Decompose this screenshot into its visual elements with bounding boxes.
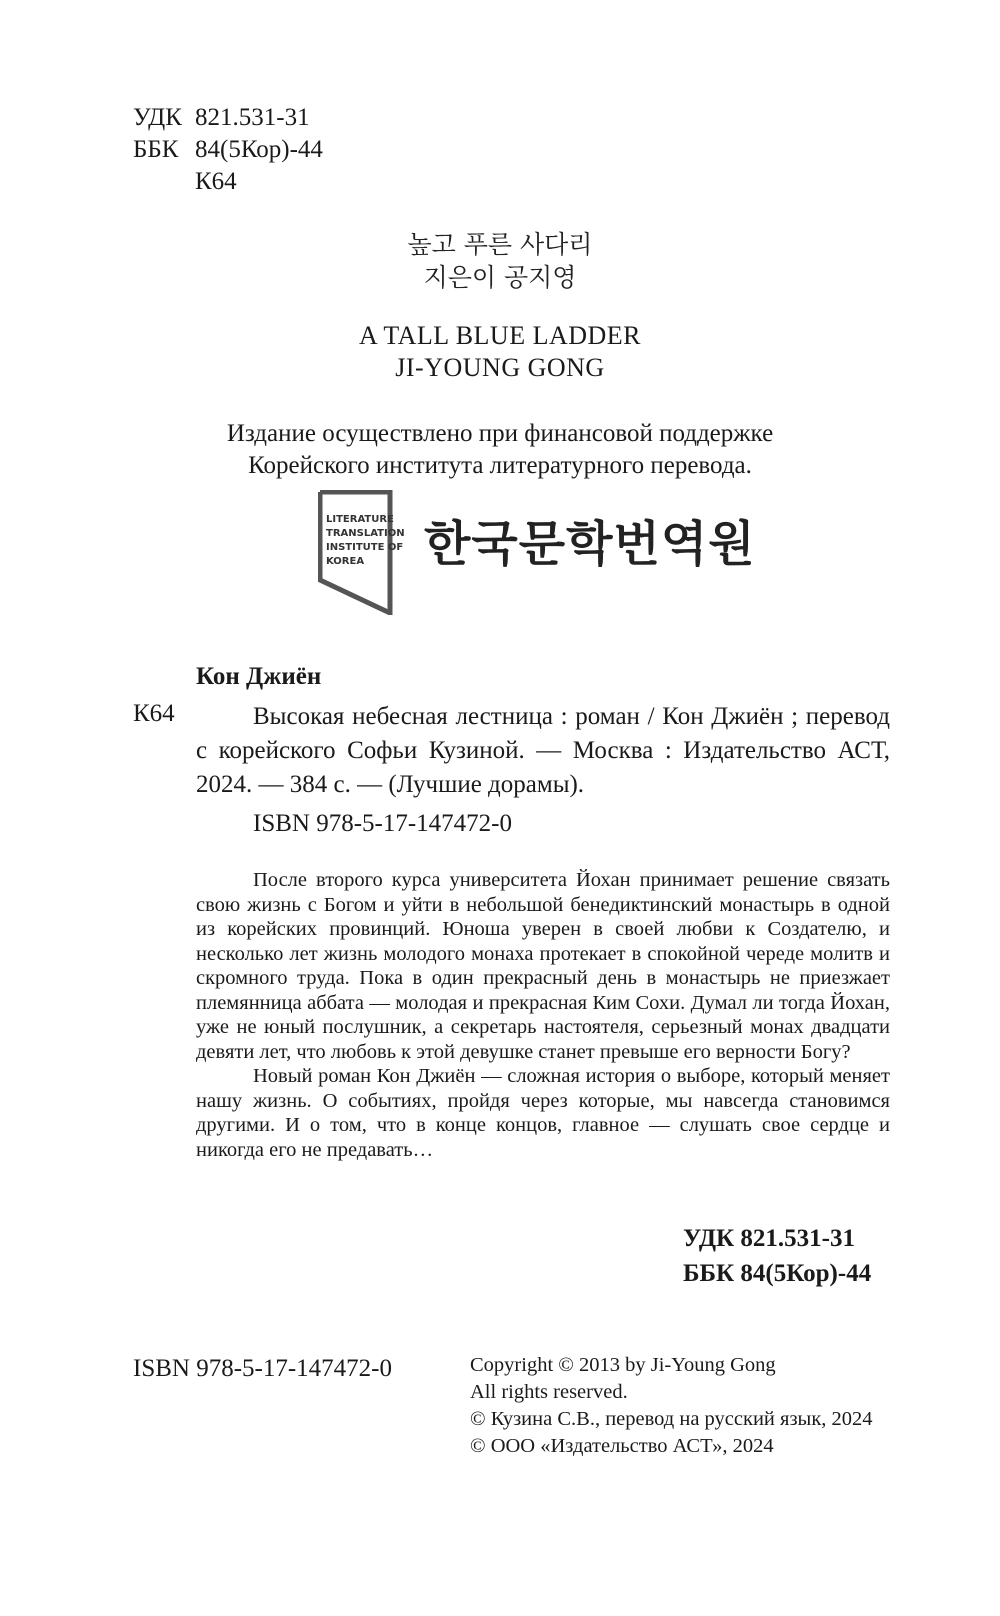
bibliographic-description — [196, 700, 890, 802]
korean-author: 지은이 공지영 — [423, 263, 577, 292]
annotation-paragraph-2: Новый роман Кон Джиён — сложная история о выборе, который меняет нашу жизнь. О событиях, пройдя через которые, мы навсегда становимся другими. И о том, что в конце концов, главное — слушать свое сердце и никогда его не предавать… — [196, 1065, 890, 1161]
english-title: A TALL BLUE LADDER — [358, 321, 642, 350]
bbk-label: ББК — [133, 136, 179, 163]
logo-text-line: INSTITUTE OF — [326, 542, 404, 553]
english-author: JI-YOUNG GONG — [395, 353, 605, 382]
korean-original-title — [0, 228, 1000, 294]
udk-row — [133, 102, 323, 134]
bibliographic-isbn: ISBN 978-5-17-147472-0 — [253, 810, 513, 837]
author-sign-row — [133, 166, 323, 198]
korean-title: 높고 푸른 사다리 — [407, 230, 593, 259]
copyright-line: Copyright © 2013 by Ji-Young Gong — [470, 1354, 776, 1376]
support-line-1: Издание осуществлено при финансовой поддержке — [226, 420, 774, 447]
support-line-2: Корейского института литературного перевода. — [248, 452, 752, 479]
bottom-bbk: ББК 84(5Кор)-44 — [683, 1260, 872, 1287]
udk-label: УДК — [133, 104, 182, 131]
bottom-udk: УДК 821.531-31 — [683, 1225, 855, 1252]
author-sign: К64 — [195, 168, 237, 195]
bibliographic-author: Кон Джиён — [196, 663, 322, 690]
copyright-line: All rights reserved. — [470, 1381, 628, 1403]
bottom-classification — [683, 1221, 871, 1291]
copyright-line: © ООО «Издательство АСТ», 2024 — [470, 1435, 774, 1457]
logo-text-line: TRANSLATION — [326, 528, 405, 539]
logo-text-line: LITERATURE — [326, 514, 394, 525]
bibliographic-sign: К64 — [133, 700, 175, 727]
classification-codes — [133, 102, 323, 198]
logo-korean-name: 한국문학번역원 — [424, 516, 756, 572]
description-text: Высокая небесная лестница : роман / Кон Джиён ; перевод с корейского Софьи Кузиной. — Москва : Издательство АСТ, 2024. — 384 с. — (Лучшие дорамы). — [196, 703, 890, 798]
udk-value: 821.531-31 — [195, 104, 310, 131]
bbk-value: 84(5Кор)-44 — [195, 136, 323, 163]
copyright-line: © Кузина С.В., перевод на русский язык, 2024 — [470, 1408, 873, 1430]
logo-text-block — [326, 513, 405, 569]
copyright-block — [470, 1352, 873, 1460]
support-notice — [0, 418, 1000, 482]
bbk-row — [133, 134, 323, 166]
logo-text-line: KOREA — [326, 556, 365, 567]
english-original-title — [0, 320, 1000, 384]
footer-isbn: ISBN 978-5-17-147472-0 — [133, 1355, 393, 1382]
annotation-paragraph-1: После второго курса университета Йохан принимает решение связать свою жизнь с Богом и уйти в небольшой бенедиктинский монастырь в одной из корейских провинций. Юноша уверен в своей любви к Создателю, и несколько лет жизнь молодого монаха протекает в спокойной череде молитв и скромного труда. Пока в один прекрасный день в монастырь не приезжает племянница аббата — молодая и прекрасная Ким Сохи. Думал ли тогда Йохан, уже не юный послушник, а секретарь настоятеля, серьезный монах двадцати девяти лет, что любовь к этой девушке станет превыше его верности Богу? — [196, 869, 890, 1063]
annotation — [196, 868, 890, 1162]
